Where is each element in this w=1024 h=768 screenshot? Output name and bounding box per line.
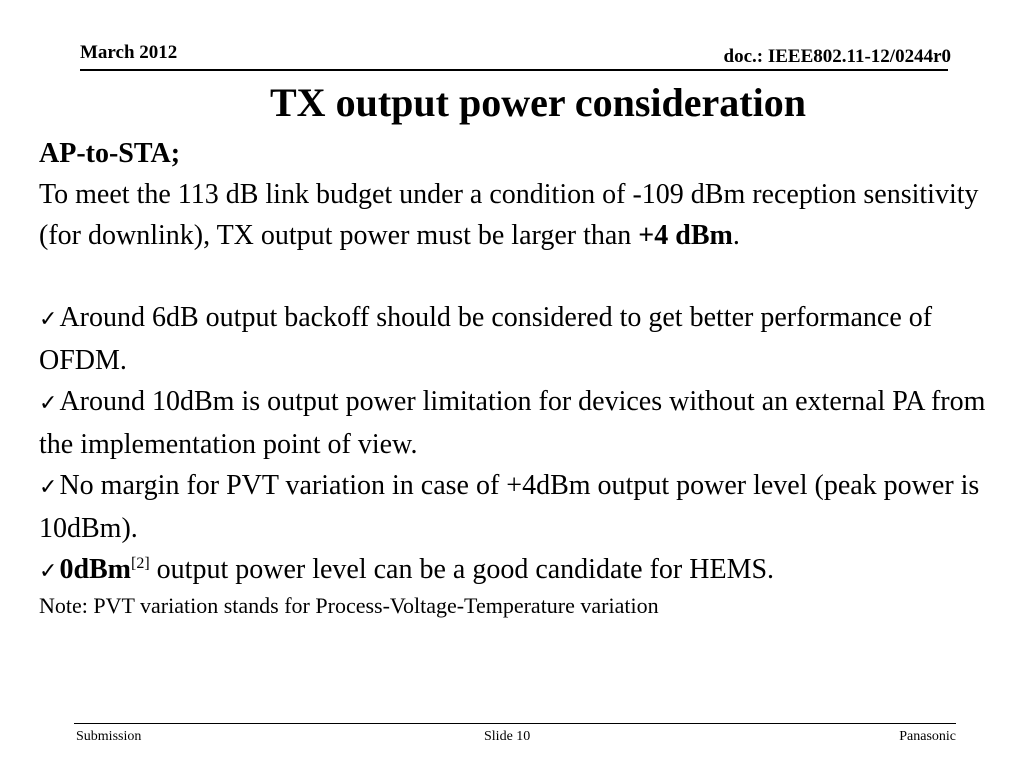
spacer [39, 256, 989, 297]
bullet-text: Around 10dBm is output power limitation for devices without an external PA from the implementation point of view. [39, 386, 986, 460]
header-date: March 2012 [80, 42, 178, 63]
intro-paragraph [39, 174, 989, 256]
bullet-bold-value: 0dBm [59, 554, 132, 585]
slide-body [39, 133, 989, 620]
section-subhead: AP-to-STA; [39, 138, 181, 169]
bullet-text: output power level can be a good candidate for HEMS. [149, 554, 775, 585]
bullet-item [39, 549, 989, 592]
checkmark-icon: ✓ [39, 475, 58, 500]
slide-title: TX output power consideration [270, 80, 806, 125]
bullet-item [39, 465, 989, 549]
header-divider [80, 69, 948, 71]
checkmark-icon: ✓ [39, 307, 58, 332]
footer-divider [74, 723, 956, 724]
header-doc-id: doc.: IEEE802.11-12/0244r0 [723, 46, 951, 67]
bullet-text: No margin for PVT variation in case of +4dBm output power level (peak power is 10dBm). [39, 470, 980, 544]
bullet-item [39, 381, 989, 465]
citation-ref: [2] [131, 555, 150, 572]
footer-submission: Submission [76, 729, 142, 744]
checkmark-icon: ✓ [39, 391, 58, 416]
checkmark-icon: ✓ [39, 559, 58, 584]
intro-bold-value: +4 dBm [638, 220, 733, 251]
intro-period: . [732, 220, 740, 251]
footnote: Note: PVT variation stands for Process-Voltage-Temperature variation [39, 593, 659, 618]
bullet-item [39, 297, 989, 381]
footer-slide-number: Slide 10 [484, 729, 531, 744]
intro-text: To meet the 113 dB link budget under a condition of -109 dBm reception sensitivity (for downlink), TX output power must be larger than [39, 179, 979, 251]
bullet-text: Around 6dB output backoff should be considered to get better performance of OFDM. [39, 302, 933, 376]
footer-company: Panasonic [899, 729, 956, 744]
